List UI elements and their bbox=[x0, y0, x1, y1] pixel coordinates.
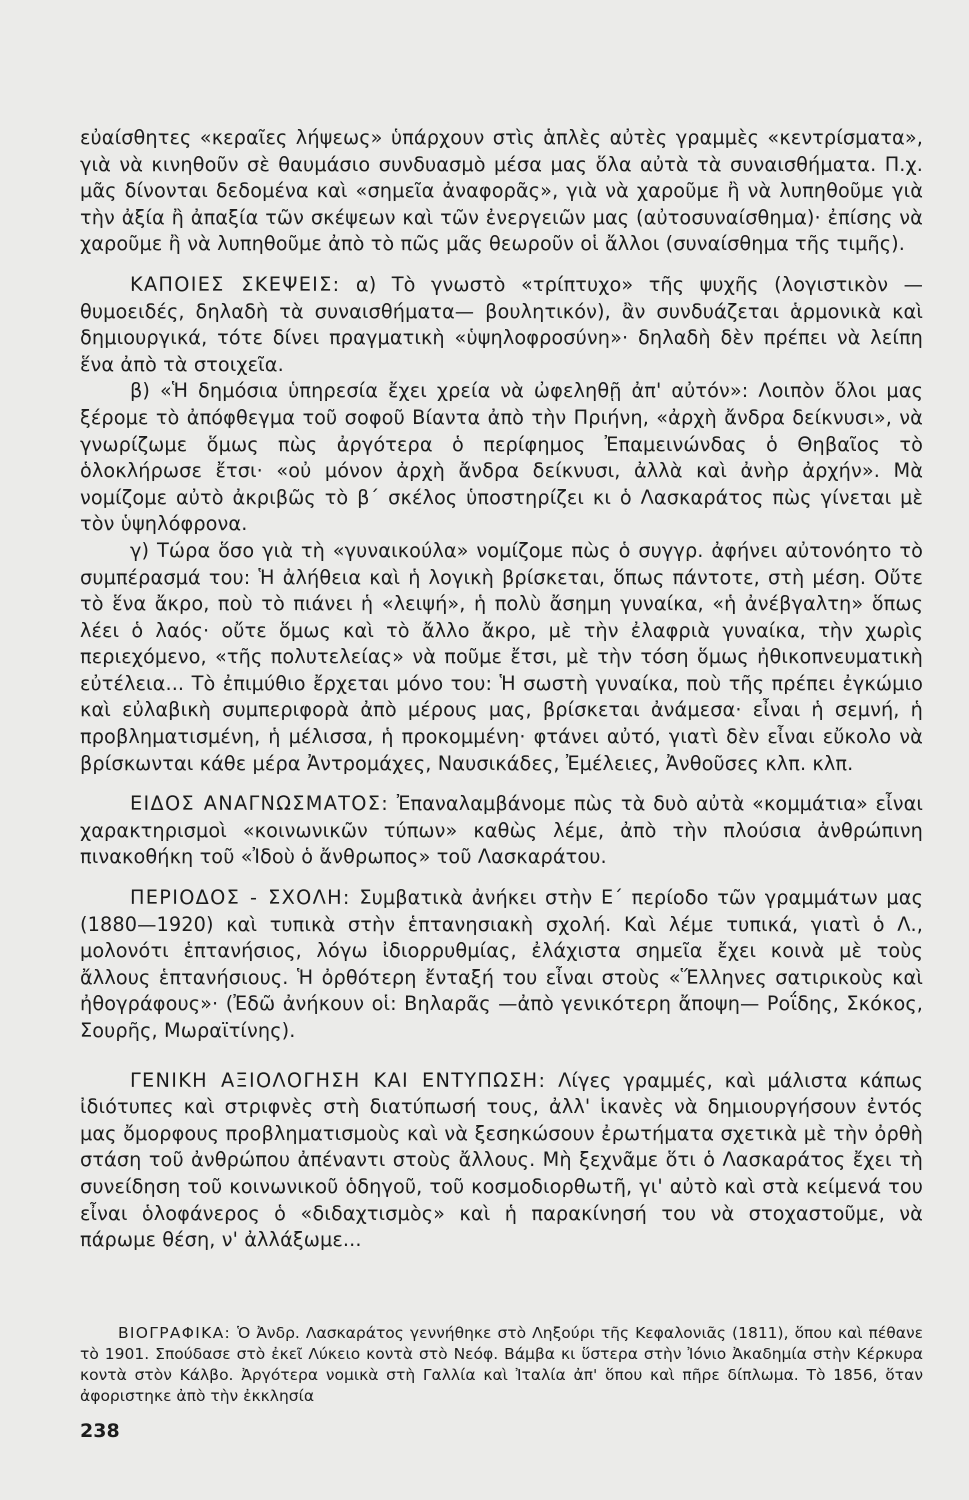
paragraph-beta bbox=[80, 378, 923, 538]
paragraph-intro bbox=[80, 125, 923, 258]
paragraph-eidos-anagnosmatos bbox=[80, 791, 923, 871]
page-number: 238 bbox=[80, 1420, 120, 1442]
section-heading-geniki-axiologisi: ΓΕΝΙΚΗ ΑΞΙΟΛΟΓΗΣΗ ΚΑΙ ΕΝΤΥΠΩΣΗ: bbox=[130, 1068, 547, 1092]
footnote-heading: ΒΙΟΓΡΑΦΙΚΑ: bbox=[118, 1324, 232, 1342]
paragraph-kapoies-skepseis bbox=[80, 272, 923, 378]
paragraph-beta-text: β) «Ἡ δημόσια ὑπηρεσία ἔχει χρεία νὰ ὠφεληθῇ ἀπ' αὐτόν»: Λοιπὸν ὅλοι μας ξέρομε τὸ ἀπόφθεγμα τοῦ σοφοῦ Βίαντα ἀπὸ τὴν Πριήνη, «ἀρχὴ ἄνδρα δείκνυσι», νὰ γνωρίζωμε ὅμως πὼς ἀργότερα ὁ περίφημος Ἐπαμεινώνδας ὁ Θηβαῖος τὸ ὁλοκλήρωσε ἔτσι· «οὐ μόνον ἀρχὴ ἄνδρα δείκνυσι, ἀλλὰ καὶ ἀνὴρ ἀρχήν». Μὰ νομίζομε αὐτὸ ἀκριβῶς τὸ β΄ σκέλος ὑποστηρίζει κι ὁ Λασκαράτος πὼς γίνεται μὲ τὸν ὑψηλόφρονα. bbox=[80, 379, 923, 536]
paragraph-eidos-anagnosmatos-text: Ἐπαναλαμβάνομε πὼς τὰ δυὸ αὐτὰ «κομμάτια» εἶναι χαρακτηρισμοὶ «κοινωνικῶν τύπων» καθὼς λέμε, ἀπὸ τὴν πλούσια ἀνθρώπινη πινακοθήκη τοῦ «Ἰδοὺ ὁ ἄνθρωπος» τοῦ Λασκαράτου. bbox=[80, 792, 924, 869]
paragraph-geniki-axiologisi bbox=[80, 1068, 923, 1254]
paragraph-kapoies-skepseis-text: α) Τὸ γνωστὸ «τρίπτυχο» τῆς ψυχῆς (λογιστικὸν —θυμοειδές, δηλαδὴ τὰ συναισθήματα— βουλητικόν), ἂν συνδυάζεται ἁρμονικὰ καὶ δημιουργικά, τότε δίνει πραγματικὴ «ὑψηλοφροσύνη»· δηλαδὴ δὲν πρέπει νὰ λείπη ἕνα ἀπὸ τὰ στοιχεῖα. bbox=[80, 272, 923, 376]
paragraph-gamma bbox=[80, 538, 923, 777]
footnote-text: Ὁ Ἀνδρ. Λασκαράτος γεννήθηκε στὸ Ληξούρι τῆς Κεφαλονιᾶς (1811), ὅπου καὶ πέθανε τὸ 1901. Σπούδασε στὸ ἐκεῖ Λύκειο κοντὰ στὸ Νεόφ. Βάμβα κι ὕστερα στὴν Ἰόνιο Ἀκαδημία στὴν Κέρκυρα κοντὰ στὸν Κάλβο. Ἀργότερα νομικὰ στὴ Γαλλία καὶ Ἰταλία ἀπ' ὅπου καὶ πῆρε δίπλωμα. Τὸ 1856, ὅταν ἀφοριστηκε ἀπὸ τὴν ἐκκλησία bbox=[80, 1324, 923, 1405]
section-heading-kapoies-skepseis: ΚΑΠΟΙΕΣ ΣΚΕΨΕΙΣ: bbox=[130, 272, 341, 296]
footnote-paragraph bbox=[80, 1323, 923, 1407]
paragraph-periodos-scholi-text: Συμβατικὰ ἀνήκει στὴν Ε΄ περίοδο τῶν γραμμάτων μας (1880—1920) καὶ τυπικὰ στὴν ἑπτανησιακὴ σχολή. Καὶ λέμε τυπικά, γιατὶ ὁ Λ., μολονότι ἑπτανήσιος, λόγω ἰδιορρυθμίας, ἐλάχιστα σημεῖα ἔχει κοινὰ μὲ τοὺς ἄλλους ἑπτανήσιους. Ἡ ὀρθότερη ἔνταξή του εἶναι στοὺς «Ἕλληνες σατιρικοὺς καὶ ἠθογράφους»· (Ἐδῶ ἀνήκουν οἱ: Βηλαρᾶς —ἀπὸ γενικότερη ἄποψη— Ροΐδης, Σκόκος, Σουρῆς, Μωραϊτίνης). bbox=[80, 886, 923, 1042]
paragraph-intro-text: εὐαίσθητες «κεραῖες λήψεως» ὑπάρχουν στὶς ἁπλὲς αὐτὲς γραμμὲς «κεντρίσματα», γιὰ νὰ κινηθοῦν σὲ θαυμάσιο συνδυασμὸ μέσα μας ὅλα αὐτὰ τὰ συναισθήματα. Π.χ. μᾶς δίνονται δεδομένα καὶ «σημεῖα ἀναφορᾶς», γιὰ νὰ χαροῦμε ἢ νὰ λυπηθοῦμε γιὰ τὴν ἀξία ἢ ἀπαξία τῶν σκέψεων καὶ τῶν ἐνεργειῶν μας (αὐτοσυναίσθημα)· ἐπίσης νὰ χαροῦμε ἢ νὰ λυπηθοῦμε ἀπὸ τὸ πῶς μᾶς θεωροῦν οἱ ἄλλοι (συναίσθημα τῆς τιμῆς). bbox=[80, 126, 923, 256]
section-heading-eidos-anagnosmatos: ΕΙΔΟΣ ΑΝΑΓΝΩΣΜΑΤΟΣ: bbox=[130, 792, 390, 816]
paragraph-gamma-text: γ) Τώρα ὅσο γιὰ τὴ «γυναικούλα» νομίζομε πὼς ὁ συγγρ. ἀφήνει αὐτονόητο τὸ συμπέρασμά του: Ἡ ἀλήθεια καὶ ἡ λογικὴ βρίσκεται, ὅπως πάντοτε, στὴ μέση. Οὔτε τὸ ἕνα ἄκρο, ποὺ τὸ πιάνει ἡ «λειψή», ἡ πολὺ ἄσημη γυναίκα, «ἡ ἀνέβγαλτη» ὅπως λέει ὁ λαός· οὔτε ὅμως καὶ τὸ ἄλλο ἄκρο, μὲ τὴν ἐλαφριὰ γυναίκα, τὴν χωρὶς περιεχόμενο, «τῆς πολυτελείας» νὰ ποῦμε ἔτσι, μὲ τὴν τόση ὅμως ἠθικοπνευματικὴ εὐτέλεια... Τὸ ἐπιμύθιο ἔρχεται μόνο του: Ἡ σωστὴ γυναίκα, ποὺ τῆς πρέπει ἐγκώμιο καὶ εὐλαβικὴ συμπεριφορὰ ἀπὸ μέρους μας, βρίσκεται ἀνάμεσα· εἶναι ἡ σεμνή, ἡ προβληματισμένη, ἡ μέλισσα, ἡ προκομμένη· φτάνει αὐτό, γιατὶ δὲν εἶναι εὔκολο νὰ βρίσκωνται κάθε μέρα Ἀντρομάχες, Ναυσικάδες, Ἐμέλειες, Ἀνθοῦσες κλπ. κλπ. bbox=[80, 538, 923, 775]
paragraph-periodos-scholi bbox=[80, 885, 923, 1045]
body-text bbox=[80, 125, 923, 1254]
section-heading-periodos-scholi: ΠΕΡΙΟΔΟΣ - ΣΧΟΛΗ: bbox=[130, 886, 351, 910]
footnote-biografika bbox=[80, 1323, 923, 1407]
paragraph-geniki-axiologisi-text: Λίγες γραμμές, καὶ μάλιστα κάπως ἰδιότυπες καὶ στριφνὲς στὴ διατύπωσή τους, ἀλλ' ἱκανὲς νὰ δημιουργήσουν ἐντός μας ὄμορφους προβληματισμοὺς καὶ νὰ ξεσηκώσουν ἐρωτήματα σχετικὰ μὲ τὴν ὀρθὴ στάση τοῦ ἀνθρώπου ἀπέναντι στοὺς ἄλλους. Μὴ ξεχνᾶμε ὅτι ὁ Λασκαράτος ἔχει τὴ συνείδηση τοῦ κοινωνικοῦ ὁδηγοῦ, τοῦ κοσμοδιορθωτῆ, γι' αὐτὸ καὶ στὰ κείμενά του εἶναι ὁλοφάνερος ὁ «διδαχτισμὸς» καὶ ἡ παρακίνησή του νὰ στοχαστοῦμε, νὰ πάρωμε θέση, ν' ἀλλάξωμε... bbox=[80, 1068, 923, 1252]
